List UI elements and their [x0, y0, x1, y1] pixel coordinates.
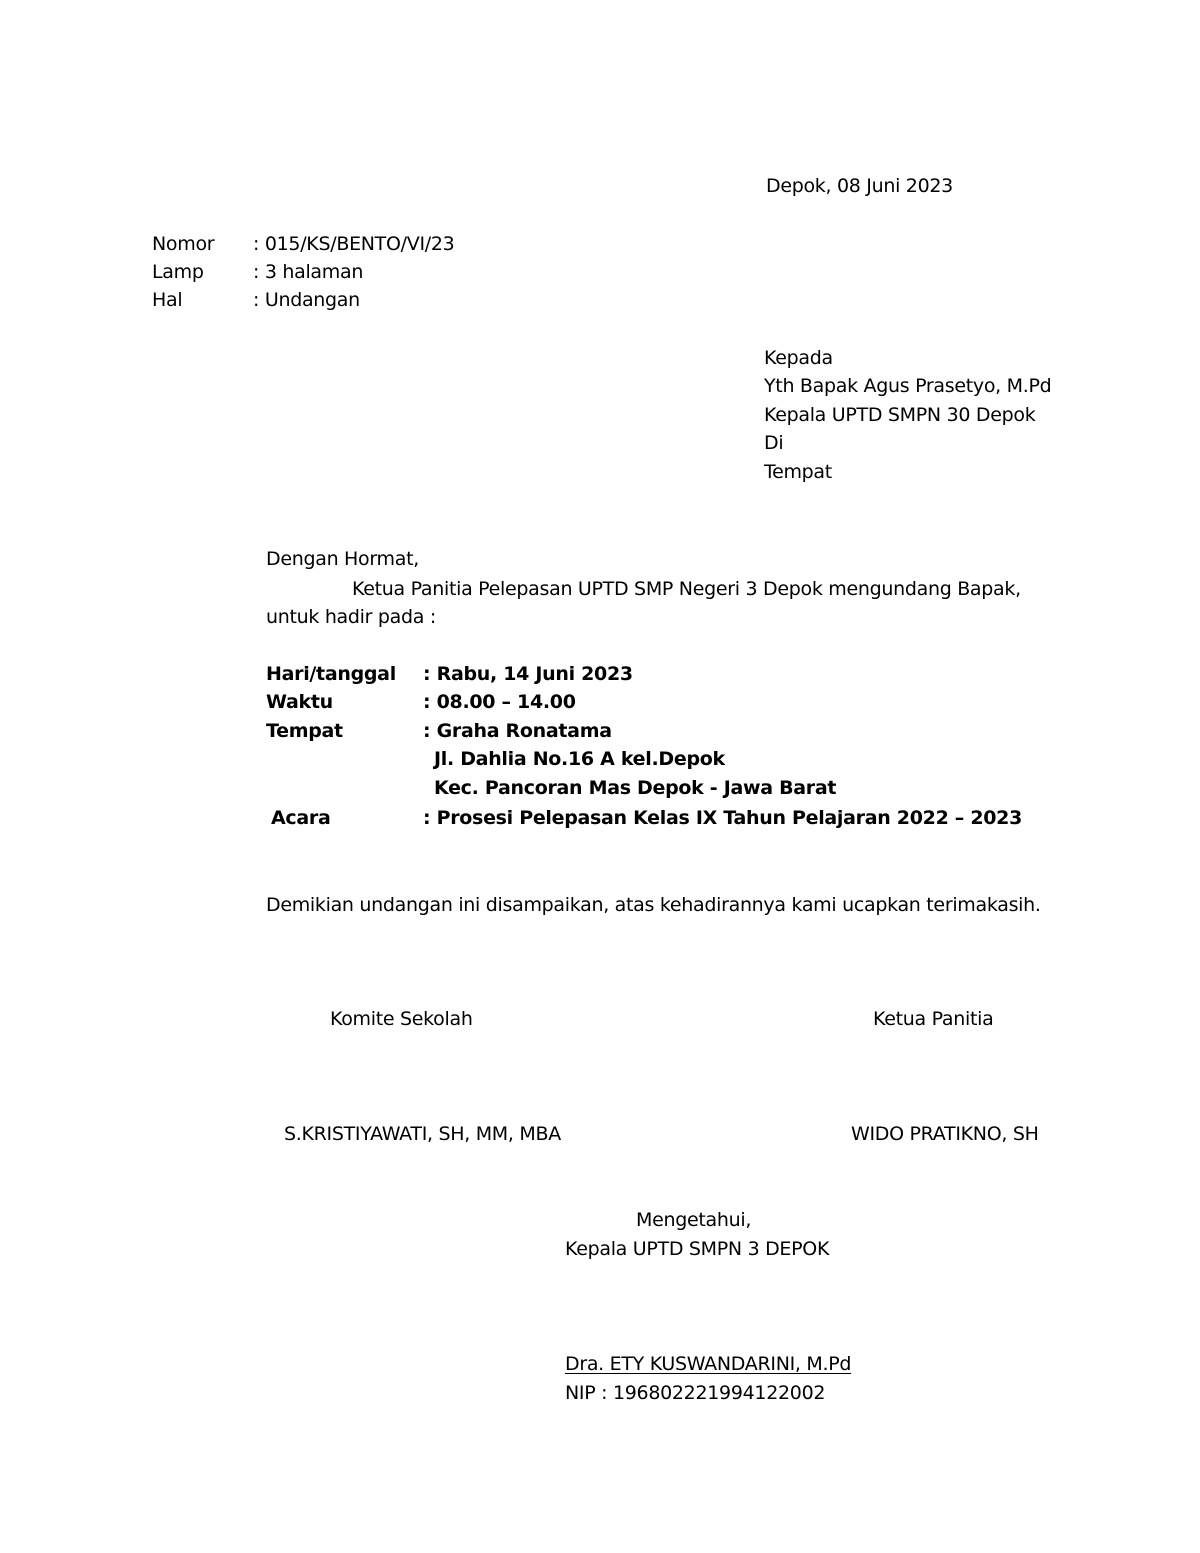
- left-signer-title: Komite Sekolah: [330, 1008, 473, 1030]
- acknowledge-line-1: Mengetahui,: [636, 1209, 752, 1231]
- recipient-line-1: Kepada: [764, 347, 833, 369]
- closing-sentence: Demikian undangan ini disampaikan, atas kehadirannya kami ucapkan terimakasih.: [266, 894, 1041, 916]
- lamp-value: : 3 halaman: [253, 261, 364, 283]
- tempat-line-2: Jl. Dahlia No.16 A kel.Depok: [434, 748, 725, 770]
- acknowledge-line-2: Kepala UPTD SMPN 3 DEPOK: [565, 1238, 830, 1260]
- greeting: Dengan Hormat,: [266, 548, 419, 570]
- recipient-line-4: Di: [764, 432, 784, 454]
- nomor-label: Nomor: [152, 233, 215, 255]
- intro-line-2: untuk hadir pada :: [266, 606, 436, 628]
- nomor-value: : 015/KS/BENTO/VI/23: [253, 233, 455, 255]
- recipient-line-3: Kepala UPTD SMPN 30 Depok: [764, 404, 1036, 426]
- hari-value: : Rabu, 14 Juni 2023: [423, 663, 633, 685]
- waktu-value: : 08.00 – 14.00: [423, 691, 576, 713]
- head-signer-name: Dra. ETY KUSWANDARINI, M.Pd: [565, 1353, 852, 1375]
- waktu-label: Waktu: [266, 691, 333, 713]
- letter-date: Depok, 08 Juni 2023: [766, 175, 953, 197]
- lamp-label: Lamp: [152, 261, 204, 283]
- right-signer-name: WIDO PRATIKNO, SH: [851, 1123, 1039, 1145]
- tempat-value: : Graha Ronatama: [423, 720, 612, 742]
- intro-line-1: Ketua Panitia Pelepasan UPTD SMP Negeri 3 Depok mengundang Bapak,: [352, 578, 1021, 600]
- hal-label: Hal: [152, 289, 183, 311]
- recipient-line-5: Tempat: [764, 461, 832, 483]
- tempat-label: Tempat: [266, 720, 343, 742]
- hal-value: : Undangan: [253, 289, 360, 311]
- head-signer-nip: NIP : 196802221994122002: [565, 1382, 826, 1404]
- tempat-line-3: Kec. Pancoran Mas Depok - Jawa Barat: [434, 777, 837, 799]
- acara-value: : Prosesi Pelepasan Kelas IX Tahun Pelajaran 2022 – 2023: [423, 807, 1022, 829]
- right-signer-title: Ketua Panitia: [873, 1008, 994, 1030]
- left-signer-name: S.KRISTIYAWATI, SH, MM, MBA: [284, 1123, 561, 1145]
- recipient-line-2: Yth Bapak Agus Prasetyo, M.Pd: [764, 375, 1052, 397]
- acara-label: Acara: [271, 807, 331, 829]
- hari-label: Hari/tanggal: [266, 663, 396, 685]
